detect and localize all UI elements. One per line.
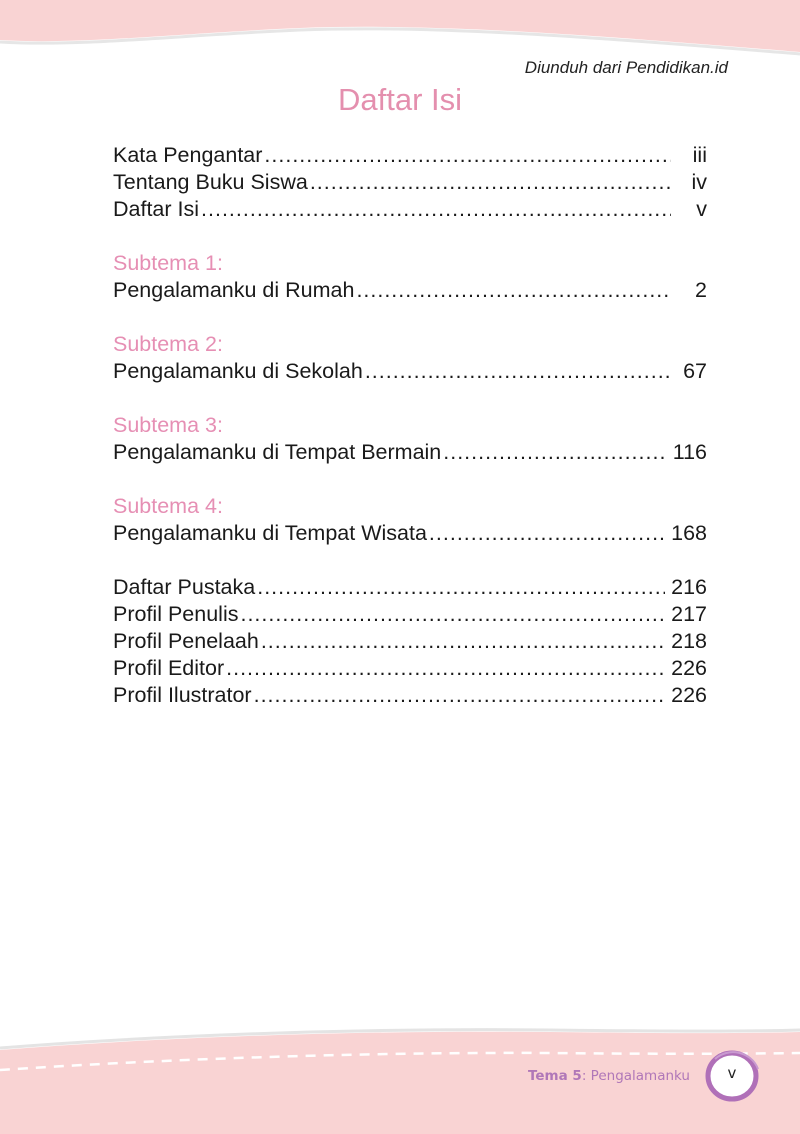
theme-name: : Pengalamanku	[581, 1068, 690, 1084]
page-number: v	[727, 1064, 737, 1082]
dot-leader	[226, 656, 665, 681]
download-watermark: Diunduh dari Pendidikan.id	[524, 58, 728, 77]
toc-page: iii	[692, 143, 707, 167]
toc-entry[interactable]	[113, 359, 707, 386]
toc-label: Daftar Pustaka	[113, 575, 256, 599]
toc-page: 216	[671, 575, 707, 599]
toc-entry[interactable]	[113, 197, 707, 224]
dot-leader	[429, 521, 665, 546]
toc-entry[interactable]	[113, 602, 707, 629]
toc-label: Profil Ilustrator	[113, 683, 252, 707]
dot-leader	[261, 629, 665, 654]
toc-entry[interactable]	[113, 440, 707, 467]
dot-leader	[201, 197, 671, 222]
toc-label: Pengalamanku di Tempat Bermain	[113, 440, 442, 464]
toc-entry[interactable]	[113, 575, 707, 602]
table-of-contents	[113, 143, 707, 710]
toc-label: Profil Penelaah	[113, 629, 259, 653]
toc-label: Daftar Isi	[113, 197, 200, 221]
toc-entry[interactable]	[113, 656, 707, 683]
toc-page: 217	[671, 602, 707, 626]
toc-page: 226	[671, 656, 707, 680]
dot-leader	[443, 440, 666, 465]
page-title: Daftar Isi	[337, 82, 463, 117]
toc-page: 168	[671, 521, 707, 545]
toc-entry[interactable]	[113, 683, 707, 710]
toc-label: Kata Pengantar	[113, 143, 263, 167]
dot-leader	[240, 602, 665, 627]
toc-page: 116	[672, 440, 707, 464]
toc-page: 67	[683, 359, 707, 383]
dot-leader	[254, 683, 666, 708]
footer-theme-label	[528, 1068, 690, 1084]
toc-label: Profil Editor	[113, 656, 225, 680]
toc-entry[interactable]	[113, 170, 707, 197]
toc-label: Pengalamanku di Sekolah	[113, 359, 363, 383]
dot-leader	[310, 170, 671, 195]
subtema-heading: Subtema 1:	[113, 251, 223, 275]
theme-prefix: Tema 5	[527, 1068, 582, 1084]
subtema-heading: Subtema 3:	[113, 413, 223, 437]
toc-page: iv	[691, 170, 707, 194]
dot-leader	[264, 143, 671, 168]
toc-page: 226	[671, 683, 707, 707]
toc-entry[interactable]	[113, 278, 707, 305]
dot-leader	[257, 575, 665, 600]
subtema-heading: Subtema 2:	[113, 332, 223, 356]
toc-label: Profil Penulis	[113, 602, 239, 626]
toc-label: Pengalamanku di Tempat Wisata	[113, 521, 427, 545]
toc-entry[interactable]	[113, 521, 707, 548]
toc-page: v	[696, 197, 707, 221]
toc-entry[interactable]	[113, 143, 707, 170]
toc-label: Tentang Buku Siswa	[113, 170, 308, 194]
dot-leader	[365, 359, 671, 384]
subtema-heading: Subtema 4:	[113, 494, 223, 518]
dot-leader	[356, 278, 671, 303]
toc-entry[interactable]	[113, 629, 707, 656]
toc-page: 2	[695, 278, 707, 302]
header-wave-band	[0, 0, 800, 60]
toc-label: Pengalamanku di Rumah	[113, 278, 355, 302]
toc-page: 218	[671, 629, 707, 653]
